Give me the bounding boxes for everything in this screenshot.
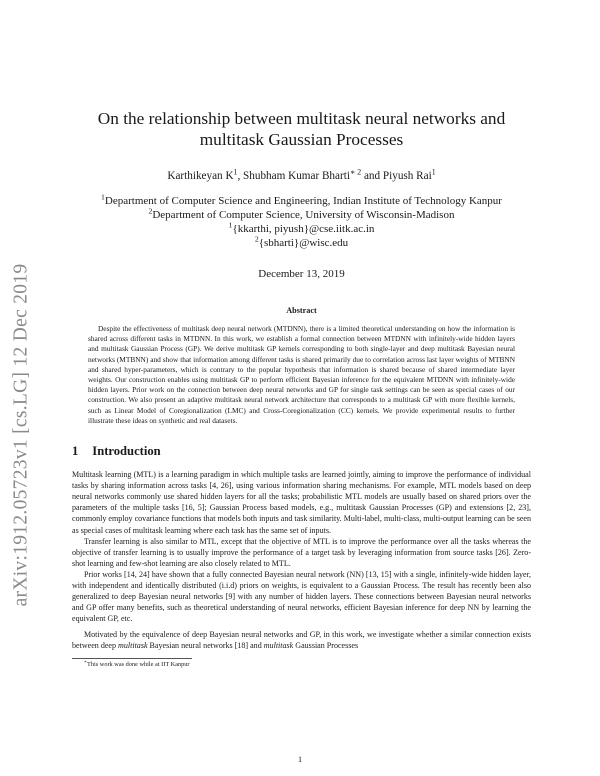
abstract-heading: Abstract (286, 306, 317, 315)
page-number: 1 (297, 755, 303, 764)
footnote-mark: ∗ (84, 658, 87, 664)
intro-paragraph-2: Transfer learning is also similar to MTL, except that the objective of MTL is to improve the performance over all the tasks whereas the objective of transfer learning is to usually improve the performance of a target task by leveraging information from source tasks [26]. Zero-shot learning and few-shot learning are also closely related to MTL. (72, 536, 531, 568)
email-2-text: {sbharti}@wisc.edu (258, 237, 349, 249)
footnote-rule (72, 658, 192, 659)
p4-text-b: Bayesian neural networks [18] and (147, 641, 264, 651)
affiliation-2-mark: 2 (148, 206, 153, 216)
footnote-text: This work was done while at IIT Kanpur (87, 660, 190, 668)
intro-paragraph-3: Prior works [14, 24] have shown that a fully connected Bayesian neural network (NN) [13, 15] with a single, infinitely-wide hidden layer, with independent and identically distributed (i.i.d) priors on weights, is equivalent to a Gaussian Process. The result has recently been also generalized to deep Bayesian neural networks [9] with any number of hidden layers. These connections between Bayesian neural networks and GP offer many benefits, such as theoretical understanding of neural networks, efficient Bayesian inference for deep NN by learning the equivalent GP, etc. (72, 569, 531, 624)
author-2-affil: ∗ 2 (349, 167, 362, 177)
affiliation-1 (72, 194, 531, 208)
affiliations (72, 194, 531, 250)
author-1-affil: 1 (233, 167, 238, 177)
section-number: 1 (72, 444, 79, 459)
title-line-2: multitask Gaussian Processes (199, 130, 404, 149)
email-1-mark: 1 (228, 220, 233, 230)
author-1: Karthikeyan K (167, 170, 234, 182)
author-2: Shubham Kumar Bharti (243, 170, 350, 182)
author-3-affil: 1 (431, 167, 436, 177)
intro-paragraph-4 (72, 629, 531, 651)
author-sep-2: and (361, 170, 383, 182)
author-3: Piyush Rai (382, 170, 432, 182)
email-1-text: {kkarthi, piyush}@cse.iitk.ac.in (232, 223, 375, 235)
title-line-1: On the relationship between multitask neural networks and (97, 109, 506, 128)
abstract-text: Despite the effectiveness of multitask deep neural network (MTDNN), there is a limited theoretical understanding on how the information is shared across different tasks in MTDNN. In this work, we establish a formal connection between MTDNN with infinitely-wide hidden layers and multitask Gaussian Process (GP). We derive multitask GP kernels corresponding to both single-layer and deep multitask Bayesian neural networks (MTBNN) and show that information among different tasks is shared primarily due to correlation across last layer weights of MTBNN and shared hyper-parameters, which is contrary to the popular hypothesis that information is shared because of shared intermediate layer weights. Our construction enables using multitask GP to perform efficient Bayesian inference for the equivalent MTDNN with infinitely-wide hidden layers. Prior work on the connection between deep neural networks and GP for single task settings can be seen as special cases of our construction. We also present an adaptive multitask neural network architecture that corresponds to a multitask GP with more flexible kernels, such as Linear Model of Coregionalization (LMC) and Cross-Coregionalization (CC) kernels. We provide experimental results to further illustrate these ideas on synthetic and real datasets. (88, 324, 515, 425)
section-title: Introduction (92, 444, 161, 459)
paper-date: December 13, 2019 (258, 268, 345, 280)
affiliation-1-text: Department of Computer Science and Engineering, Indian Institute of Technology Kanpur (104, 195, 502, 207)
email-2-mark: 2 (254, 234, 259, 244)
arxiv-sidebar-stamp (4, 200, 38, 670)
affiliation-2 (72, 208, 531, 222)
p4-text-a: Motivated by the equivalence of deep Bayesian neural networks and GP, in this work, we investigate whether a similar connection exists between deep (72, 630, 531, 651)
footnote (72, 658, 531, 668)
intro-paragraph-1: Multitask learning (MTL) is a learning paradigm in which multiple tasks are learned jointly, aiming to improve the performance of individual tasks by sharing information across tasks [4, 26], using various information sharing mechanisms. For example, MTL models based on deep neural networks commonly use shared hidden layers for all the tasks; probabilistic MTL models are usually based on shared priors over the parameters of the multiple tasks [16, 5]; Gaussian Process based models, e.g., multitask Gaussian Processes (GP) and extensions [2, 23], commonly employ covariance functions that models both inputs and task similarity. Multi-label, multi-class, multi-output learning can be seen as special cases of multitask learning where each task has the same set of inputs. (72, 470, 531, 535)
affiliation-1-mark: 1 (101, 192, 105, 202)
p4-emphasis-2: multitask (263, 641, 294, 651)
section-heading (72, 444, 531, 459)
p4-emphasis-1: multitask (118, 641, 148, 651)
author-list (72, 167, 531, 182)
p4-text-c: Gaussian Processes (293, 641, 359, 651)
email-1 (72, 222, 531, 236)
author-sep-1: , (237, 170, 244, 182)
arxiv-id: arXiv:1912.05723v1 [cs.LG] 12 Dec 2019 (10, 263, 31, 607)
paper-title (72, 108, 531, 150)
paper-page (72, 0, 531, 668)
affiliation-2-text: Department of Computer Science, University of Wisconsin-Madison (152, 209, 455, 221)
email-2 (72, 236, 531, 250)
